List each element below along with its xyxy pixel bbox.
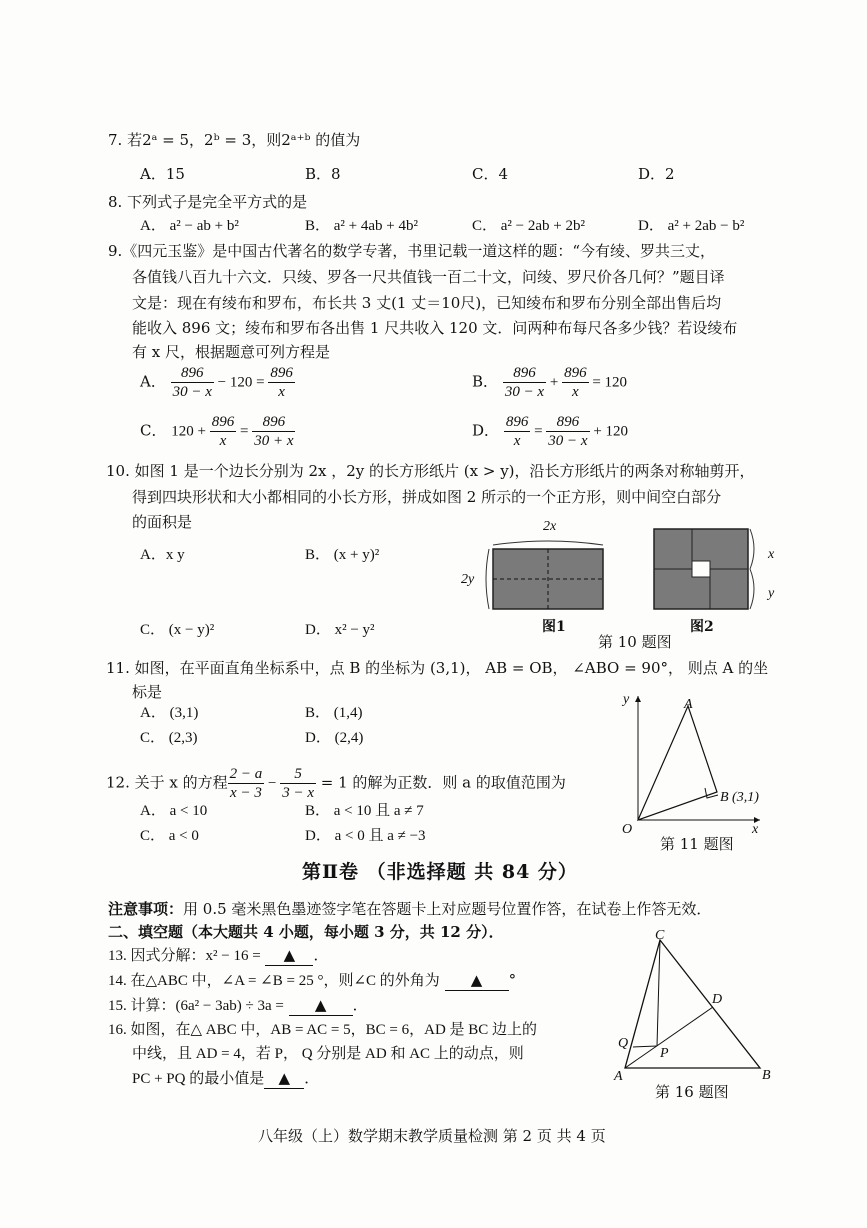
fill-blank-section-title: 二、填空题（本大题共 4 小题，每小题 3 分，共 12 分）．: [108, 923, 504, 941]
q10-fig1-left-label: 2y: [461, 572, 475, 587]
q10-fig1-caption: 图1: [542, 619, 566, 635]
q10-line2: 得到四块形状和大小都相同的小长方形，拼成如图 2 所示的一个正方形，则中间空白部分: [132, 488, 722, 506]
q9-option-b: B． $\frac{896}{30 - x}$ + $\frac{896}{x}$ = 120: [472, 365, 628, 400]
q16-answer-blank: ▲: [264, 1068, 304, 1089]
q9-option-a: A． $\frac{896}{30 - x}$ − 120 = $\frac{896}{x}$: [140, 365, 293, 400]
q9-option-c: C． 120 + $\frac{896}{x}$ = $\frac{896}{30 + x}$: [140, 414, 294, 449]
q14-answer-blank: ▲: [445, 970, 509, 991]
q10-fig2-y-label: y: [768, 586, 775, 601]
part2-title: 第Ⅱ卷 （非选择题 共 84 分）: [302, 861, 578, 883]
q10-line3: 的面积是: [132, 513, 193, 531]
q16-point-q-label: Q: [618, 1036, 629, 1051]
q10-figure-2: [648, 525, 778, 615]
q9-line1: 9.《四元玉鉴》是中国古代著名的数学专著，书里记载一道这样的题：“今有绫、罗共三丈，: [108, 242, 715, 260]
q10-figure-caption: 第 10 题图: [598, 633, 672, 651]
q12-stem: 12. 关于 x 的方程 $\frac{2 - a}{x - 3}$ − $\frac{5}{3 - x}$ = 1 的解为正数．则 a 的取值范围为: [106, 766, 566, 801]
q11-line2: 标是: [132, 683, 163, 701]
q9-option-d: D． $\frac{896}{x}$ = $\frac{896}{30 - x}$ + 120: [472, 414, 629, 449]
q16-figure-caption: 第 16 题图: [655, 1083, 729, 1101]
q11-point-b-label: B (3,1): [720, 790, 759, 805]
q16-point-c-label: C: [655, 928, 665, 943]
q8-option-c: C． a² − 2ab + 2b²: [472, 218, 585, 234]
q16-figure: [605, 925, 775, 1080]
q7-option-d: D．2: [638, 165, 675, 183]
q8-option-d: D． a² + 2ab − b²: [638, 218, 745, 234]
q12-option-a: A． a < 10: [140, 803, 208, 819]
q15-answer-blank: ▲: [289, 995, 353, 1016]
q11-origin-label: O: [622, 822, 633, 837]
q11-option-c: C． (2,3): [140, 730, 198, 746]
page-footer: 八年级（上）数学期末教学质量检测 第 2 页 共 4 页: [258, 1127, 606, 1145]
q15: 15. 计算：(6a² − 3ab) ÷ 3a = ▲ ．: [108, 996, 368, 1014]
q7-option-a: A．15: [140, 165, 185, 183]
q16-line3: PC + PQ 的最小值是 ▲ ．: [132, 1069, 320, 1087]
q10-fig1-top-label: 2x: [543, 519, 557, 534]
q10-line1: 10. 如图 1 是一个边长分别为 2x ，2y 的长方形纸片 (x > y)，沿长方形纸片的两条对称轴剪开，: [106, 462, 755, 480]
q9-line4: 能收入 896 文；绫布和罗布各出售 1 尺共收入 120 文．问两种布每尺各多少钱？若设绫布: [132, 319, 738, 337]
q10-option-d: D． x² − y²: [305, 622, 375, 638]
q14: 14. 在△ABC 中，∠A = ∠B = 25 °，则∠C 的外角为 ▲ °: [108, 971, 517, 989]
q11-line1: 11. 如图，在平面直角坐标系中，点 B 的坐标为 (3,1)， AB = OB， ∠ABO = 90°， 则点 A 的坐: [106, 659, 769, 677]
q11-option-d: D． (2,4): [305, 730, 364, 746]
q12-option-d: D． a < 0 且 a ≠ −3: [305, 828, 426, 844]
part2-notice: 注意事项：用 0.5 毫米黑色墨迹签字笔在答题卡上对应题号位置作答，在试卷上作答无效．: [108, 900, 712, 918]
q16-point-a-label: A: [614, 1069, 623, 1084]
q16-point-b-label: B: [762, 1068, 771, 1083]
q13-answer-blank: ▲: [265, 945, 313, 966]
q11-option-a: A． (3,1): [140, 705, 199, 721]
q11-figure-caption: 第 11 题图: [660, 835, 734, 853]
q7-option-c: C．4: [472, 165, 509, 183]
q9-line3: 文是：现在有绫布和罗布，布长共 3 丈(1 丈＝10尺)，已知绫布和罗布分别全部出售后均: [132, 294, 722, 312]
q7-stem: 7. 若2ᵃ = 5，2ᵇ = 3，则2ᵃ⁺ᵇ 的值为: [108, 131, 361, 149]
q16-line2: 中线，且 AD = 4，若 P， Q 分别是 AD 和 AC 上的动点，则: [132, 1046, 524, 1062]
q7-option-b: B．8: [305, 165, 341, 183]
q10-fig2-caption: 图2: [690, 619, 714, 635]
q8-option-a: A． a² − ab + b²: [140, 218, 239, 234]
q11-x-axis-label: x: [752, 822, 759, 837]
q12-option-b: B． a < 10 且 a ≠ 7: [305, 803, 424, 819]
q10-option-a: A．x y: [140, 547, 185, 563]
q8-stem: 8. 下列式子是完全平方式的是: [108, 193, 308, 211]
q11-option-b: B． (1,4): [305, 705, 363, 721]
q11-y-axis-label: y: [623, 692, 630, 707]
q10-fig2-x-label: x: [768, 547, 775, 562]
q16-point-p-label: P: [660, 1046, 669, 1061]
q10-option-b: B． (x + y)²: [305, 547, 380, 563]
q10-option-c: C． (x − y)²: [140, 622, 215, 638]
q16-line1: 16. 如图，在△ ABC 中，AB = AC = 5，BC = 6，AD 是 BC 边上的: [108, 1022, 538, 1038]
q8-option-b: B． a² + 4ab + 4b²: [305, 218, 418, 234]
q9-line5: 有 x 尺，根据题意可列方程是: [132, 343, 330, 361]
q11-point-a-label: A: [684, 697, 693, 712]
q16-point-d-label: D: [712, 992, 723, 1007]
q9-line2: 各值钱八百九十六文．只绫、罗各一尺共值钱一百二十文，问绫、罗尺价各几何？”题目译: [132, 268, 725, 286]
q12-option-c: C． a < 0: [140, 828, 199, 844]
q10-figure-1: [455, 515, 615, 640]
q13: 13. 因式分解：x² − 16 = ▲ ．: [108, 946, 329, 964]
